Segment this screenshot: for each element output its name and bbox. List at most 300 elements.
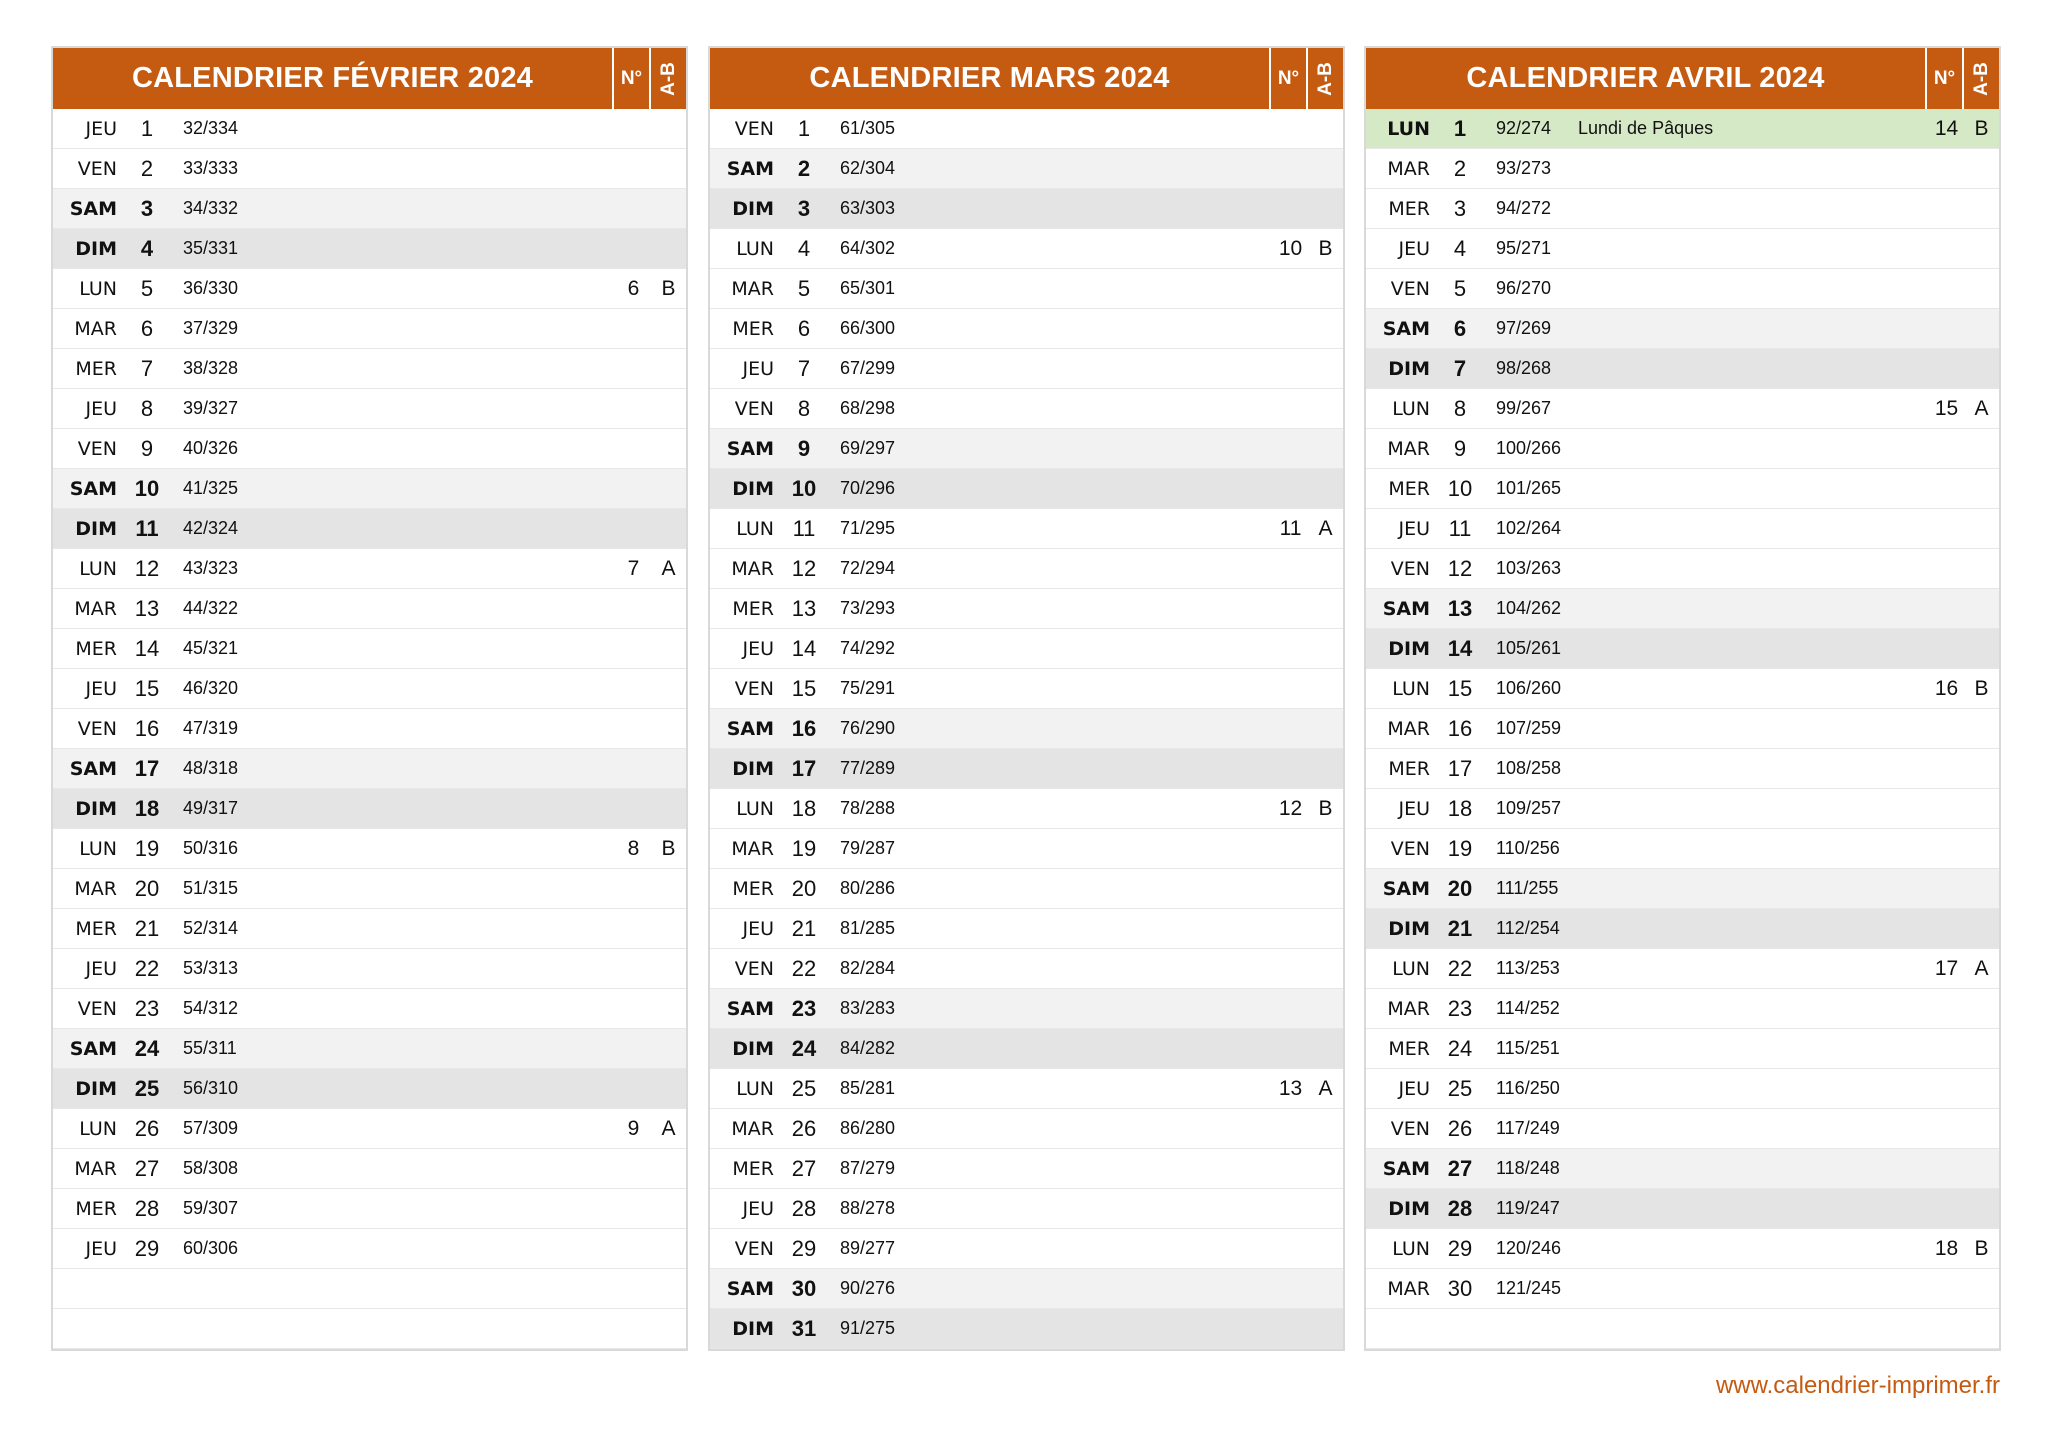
day-of-year: 93/273: [1496, 158, 1552, 178]
day-of-year: 103/263: [1496, 558, 1562, 578]
day-of-year: 67/299: [840, 358, 896, 378]
day-row: [710, 1229, 1343, 1269]
day-of-year: 86/280: [840, 1118, 896, 1138]
day-number: 22: [791, 955, 817, 981]
day-row: [1366, 869, 1999, 909]
ab-header-label: A-B: [1970, 61, 1992, 96]
ab-week: A: [1974, 956, 1989, 980]
weekday-label: MAR: [731, 837, 774, 860]
day-number: 24: [791, 1035, 817, 1061]
week-number: 16: [1934, 676, 1959, 700]
weekday-label: VEN: [77, 437, 117, 460]
holiday-note: Lundi de Pâques: [1578, 118, 1714, 138]
day-row: [53, 109, 686, 149]
week-number: 10: [1278, 236, 1303, 260]
day-of-year: 94/272: [1496, 198, 1552, 218]
day-row: [710, 789, 1343, 829]
weekday-label: MAR: [1387, 437, 1430, 460]
weekday-label: LUN: [79, 837, 117, 860]
day-row: [710, 869, 1343, 909]
day-of-year: 99/267: [1496, 398, 1552, 418]
day-of-year: 120/246: [1496, 1238, 1562, 1258]
day-row: [1366, 949, 1999, 989]
day-of-year: 119/247: [1496, 1198, 1560, 1218]
day-number: 4: [140, 235, 154, 261]
weekday-label: VEN: [734, 397, 774, 420]
day-row: [53, 269, 686, 309]
day-row: [53, 549, 686, 589]
day-number: 17: [134, 755, 160, 781]
day-row: [710, 1149, 1343, 1189]
weekday-label: DIM: [75, 237, 117, 260]
day-row: [710, 709, 1343, 749]
weekday-label: VEN: [734, 957, 774, 980]
day-of-year: 114/252: [1496, 998, 1560, 1018]
empty-row: [53, 1269, 686, 1309]
day-number: 21: [791, 915, 817, 941]
day-number: 21: [1447, 915, 1473, 941]
day-row: [53, 669, 686, 709]
weekday-label: SAM: [726, 717, 774, 740]
day-row: [1366, 389, 1999, 429]
day-of-year: 78/288: [840, 798, 896, 818]
day-of-year: 46/320: [183, 678, 239, 698]
weekday-label: VEN: [77, 997, 117, 1020]
weekday-label: LUN: [79, 277, 117, 300]
day-row: [710, 629, 1343, 669]
day-row: [53, 829, 686, 869]
day-of-year: 60/306: [183, 1238, 239, 1258]
weekday-label: JEU: [85, 1237, 117, 1260]
day-row: [53, 629, 686, 669]
day-row: [710, 309, 1343, 349]
day-of-year: 40/326: [183, 438, 239, 458]
day-number: 29: [791, 1235, 817, 1261]
day-of-year: 96/270: [1496, 278, 1552, 298]
day-row: [53, 909, 686, 949]
month-title: CALENDRIER MARS 2024: [809, 62, 1170, 94]
day-row: [710, 1309, 1343, 1349]
day-of-year: 101/265: [1496, 478, 1562, 498]
month-table-march: [708, 46, 1345, 1351]
day-row: [1366, 749, 1999, 789]
day-number: 4: [1453, 235, 1467, 261]
day-of-year: 79/287: [840, 838, 896, 858]
weekday-label: MER: [75, 917, 117, 940]
weekday-label: VEN: [77, 717, 117, 740]
day-number: 28: [791, 1195, 817, 1221]
day-number: 26: [1447, 1115, 1473, 1141]
day-row: [710, 1109, 1343, 1149]
day-of-year: 45/321: [183, 638, 239, 658]
day-number: 13: [134, 595, 160, 621]
day-number: 28: [1447, 1195, 1473, 1221]
month-title: CALENDRIER AVRIL 2024: [1466, 62, 1825, 94]
weekday-label: MER: [732, 1157, 774, 1180]
month-table-april: [1364, 46, 2001, 1351]
day-number: 2: [1453, 155, 1467, 181]
day-number: 10: [791, 475, 817, 501]
day-number: 2: [797, 155, 811, 181]
day-of-year: 62/304: [840, 158, 896, 178]
week-number: 8: [627, 836, 640, 860]
day-number: 15: [1447, 675, 1473, 701]
day-of-year: 84/282: [840, 1038, 896, 1058]
weekday-label: SAM: [69, 477, 117, 500]
weekday-label: VEN: [734, 677, 774, 700]
weekday-label: DIM: [732, 757, 774, 780]
day-number: 22: [1447, 955, 1473, 981]
day-number: 25: [791, 1075, 817, 1101]
weekday-label: JEU: [1398, 1077, 1430, 1100]
day-number: 31: [791, 1315, 817, 1341]
day-row: [710, 149, 1343, 189]
day-row: [53, 709, 686, 749]
day-of-year: 104/262: [1496, 598, 1562, 618]
day-row: [710, 669, 1343, 709]
weekday-label: LUN: [736, 237, 774, 260]
day-number: 30: [791, 1275, 817, 1301]
day-number: 3: [1453, 195, 1467, 221]
weekday-label: MAR: [1387, 1277, 1430, 1300]
empty-row: [1366, 1309, 1999, 1349]
day-of-year: 100/266: [1496, 438, 1562, 458]
day-number: 11: [1448, 515, 1472, 541]
day-number: 27: [791, 1155, 817, 1181]
day-of-year: 85/281: [840, 1078, 896, 1098]
day-of-year: 64/302: [840, 238, 896, 258]
day-number: 3: [140, 195, 154, 221]
day-row: [53, 949, 686, 989]
weekday-label: LUN: [79, 1117, 117, 1140]
day-number: 22: [134, 955, 160, 981]
day-number: 26: [791, 1115, 817, 1141]
day-of-year: 33/333: [183, 158, 239, 178]
day-number: 1: [1453, 115, 1467, 141]
weekday-label: SAM: [726, 997, 774, 1020]
month-table-february: [51, 46, 688, 1351]
day-number: 1: [140, 115, 154, 141]
day-of-year: 72/294: [840, 558, 896, 578]
day-row: [1366, 1029, 1999, 1069]
day-row: [53, 1109, 686, 1149]
weekday-label: MER: [1388, 757, 1430, 780]
weekday-label: DIM: [1388, 357, 1430, 380]
weekday-label: DIM: [732, 197, 774, 220]
day-row: [710, 589, 1343, 629]
day-of-year: 83/283: [840, 998, 896, 1018]
day-number: 23: [791, 995, 817, 1021]
day-of-year: 112/254: [1496, 918, 1560, 938]
weekday-label: JEU: [1398, 797, 1430, 820]
weekday-label: MER: [732, 597, 774, 620]
day-row: [1366, 549, 1999, 589]
day-number: 9: [140, 435, 154, 461]
day-row: [53, 1149, 686, 1189]
day-of-year: 91/275: [840, 1318, 896, 1338]
ab-week: B: [661, 276, 676, 300]
weekday-label: SAM: [1382, 597, 1430, 620]
day-number: 18: [1447, 795, 1473, 821]
ab-week: A: [661, 1116, 676, 1140]
day-of-year: 106/260: [1496, 678, 1562, 698]
day-row: [1366, 469, 1999, 509]
weekday-label: LUN: [1392, 1237, 1430, 1260]
day-of-year: 52/314: [183, 918, 239, 938]
day-of-year: 107/259: [1496, 718, 1562, 738]
weekday-label: LUN: [1392, 397, 1430, 420]
day-number: 26: [134, 1115, 160, 1141]
day-number: 9: [797, 435, 811, 461]
weekday-label: LUN: [736, 1077, 774, 1100]
day-row: [53, 989, 686, 1029]
day-of-year: 109/257: [1496, 798, 1562, 818]
weekday-label: MER: [75, 637, 117, 660]
day-of-year: 90/276: [840, 1278, 896, 1298]
week-number: 9: [627, 1116, 640, 1140]
day-number: 17: [791, 755, 817, 781]
day-row: [710, 989, 1343, 1029]
day-of-year: 98/268: [1496, 358, 1552, 378]
weekday-label: MAR: [731, 557, 774, 580]
day-row: [1366, 349, 1999, 389]
day-row: [53, 1029, 686, 1069]
week-number: 6: [627, 276, 640, 300]
day-row: [1366, 909, 1999, 949]
week-number: 7: [627, 556, 640, 580]
day-of-year: 68/298: [840, 398, 896, 418]
day-of-year: 69/297: [840, 438, 896, 458]
day-number: 7: [140, 355, 154, 381]
week-number: 13: [1278, 1076, 1303, 1100]
day-number: 18: [134, 795, 160, 821]
day-row: [710, 429, 1343, 469]
day-row: [1366, 429, 1999, 469]
day-of-year: 71/295: [840, 518, 896, 538]
ab-week: A: [661, 556, 676, 580]
day-of-year: 66/300: [840, 318, 896, 338]
day-number: 8: [140, 395, 154, 421]
weekday-label: JEU: [742, 917, 774, 940]
day-of-year: 42/324: [183, 518, 239, 538]
day-row: [1366, 1269, 1999, 1309]
week-number-header: N°: [612, 48, 649, 109]
day-of-year: 39/327: [183, 398, 239, 418]
day-row: [1366, 189, 1999, 229]
weekday-label: MAR: [731, 1117, 774, 1140]
day-of-year: 34/332: [183, 198, 239, 218]
day-number: 19: [1447, 835, 1473, 861]
day-number: 12: [1447, 555, 1473, 581]
day-number: 25: [134, 1075, 160, 1101]
ab-header: [1306, 48, 1343, 109]
day-of-year: 80/286: [840, 878, 896, 898]
day-number: 28: [134, 1195, 160, 1221]
day-of-year: 102/264: [1496, 518, 1562, 538]
weekday-label: LUN: [736, 797, 774, 820]
week-number: 11: [1279, 516, 1302, 540]
day-row: [1366, 1189, 1999, 1229]
day-row: [710, 509, 1343, 549]
day-of-year: 38/328: [183, 358, 239, 378]
day-number: 7: [1453, 355, 1467, 381]
weekday-label: DIM: [1388, 917, 1430, 940]
day-row: [710, 189, 1343, 229]
day-row: [53, 869, 686, 909]
day-row: [1366, 149, 1999, 189]
day-row: [710, 1069, 1343, 1109]
day-row: [53, 749, 686, 789]
weekday-label: JEU: [742, 1197, 774, 1220]
weekday-label: JEU: [85, 397, 117, 420]
day-number: 27: [1447, 1155, 1473, 1181]
day-number: 13: [1447, 595, 1473, 621]
weekday-label: LUN: [1392, 957, 1430, 980]
day-row: [53, 429, 686, 469]
ab-week: A: [1974, 396, 1989, 420]
day-number: 5: [797, 275, 811, 301]
day-of-year: 59/307: [183, 1198, 239, 1218]
day-row: [53, 349, 686, 389]
weekday-label: VEN: [734, 1237, 774, 1260]
day-row: [1366, 309, 1999, 349]
day-number: 11: [792, 515, 816, 541]
weekday-label: MAR: [1387, 717, 1430, 740]
day-row: [1366, 269, 1999, 309]
day-of-year: 65/301: [840, 278, 896, 298]
day-of-year: 108/258: [1496, 758, 1562, 778]
day-of-year: 43/323: [183, 558, 239, 578]
footer-url[interactable]: www.calendrier-imprimer.fr: [1715, 1372, 2000, 1399]
weekday-label: VEN: [1390, 277, 1430, 300]
month-header: [710, 48, 1343, 109]
day-of-year: 57/309: [183, 1118, 239, 1138]
day-row: [1366, 829, 1999, 869]
day-row: [53, 789, 686, 829]
day-number: 10: [1447, 475, 1473, 501]
weekday-label: JEU: [85, 957, 117, 980]
day-number: 21: [134, 915, 160, 941]
ab-header: [1962, 48, 1999, 109]
ab-header-label: A-B: [1314, 61, 1336, 96]
day-row: [710, 949, 1343, 989]
day-number: 17: [1447, 755, 1473, 781]
day-row: [53, 1069, 686, 1109]
week-number: 14: [1934, 116, 1959, 140]
weekday-label: SAM: [726, 157, 774, 180]
day-row: [710, 269, 1343, 309]
week-number-header: N°: [1925, 48, 1962, 109]
day-number: 19: [134, 835, 160, 861]
day-row: [710, 109, 1343, 149]
month-title: CALENDRIER FÉVRIER 2024: [131, 62, 534, 94]
weekday-label: DIM: [732, 1317, 774, 1340]
day-row: [53, 149, 686, 189]
day-of-year: 95/271: [1496, 238, 1552, 258]
day-number: 6: [797, 315, 811, 341]
week-number: 12: [1278, 796, 1303, 820]
day-number: 8: [797, 395, 811, 421]
day-row: [1366, 1109, 1999, 1149]
weekday-label: LUN: [1392, 677, 1430, 700]
day-of-year: 87/279: [840, 1158, 896, 1178]
weekday-label: JEU: [1398, 517, 1430, 540]
day-row: [53, 389, 686, 429]
day-row: [710, 1269, 1343, 1309]
day-row: [710, 909, 1343, 949]
day-rows: [710, 109, 1343, 1349]
day-number: 16: [1447, 715, 1473, 741]
ab-header: [649, 48, 686, 109]
day-of-year: 61/305: [840, 118, 896, 138]
day-number: 1: [797, 115, 811, 141]
day-number: 12: [134, 555, 160, 581]
weekday-label: SAM: [69, 757, 117, 780]
day-row: [710, 749, 1343, 789]
weekday-label: LUN: [736, 517, 774, 540]
weekday-label: DIM: [75, 1077, 117, 1100]
day-row: [1366, 509, 1999, 549]
weekday-label: JEU: [742, 637, 774, 660]
day-row: [1366, 1069, 1999, 1109]
day-number: 4: [797, 235, 811, 261]
day-of-year: 73/293: [840, 598, 896, 618]
month-header: [53, 48, 686, 109]
day-row: [710, 349, 1343, 389]
ab-week: B: [1974, 676, 1989, 700]
weekday-label: MAR: [1387, 157, 1430, 180]
day-row: [710, 1189, 1343, 1229]
day-number: 6: [1453, 315, 1467, 341]
day-number: 30: [1447, 1275, 1473, 1301]
day-row: [53, 1229, 686, 1269]
weekday-label: DIM: [732, 1037, 774, 1060]
day-row: [1366, 1149, 1999, 1189]
day-of-year: 55/311: [183, 1038, 237, 1058]
weekday-label: MER: [1388, 477, 1430, 500]
day-of-year: 53/313: [183, 958, 239, 978]
weekday-label: SAM: [1382, 317, 1430, 340]
day-of-year: 111/255: [1496, 878, 1559, 898]
day-of-year: 77/289: [840, 758, 896, 778]
day-number: 25: [1447, 1075, 1473, 1101]
ab-week: B: [661, 836, 676, 860]
day-row: [710, 829, 1343, 869]
ab-week: B: [1318, 236, 1333, 260]
day-row: [53, 509, 686, 549]
day-number: 29: [1447, 1235, 1473, 1261]
day-of-year: 118/248: [1496, 1158, 1560, 1178]
day-number: 23: [134, 995, 160, 1021]
day-number: 5: [1453, 275, 1467, 301]
empty-row: [53, 1309, 686, 1349]
week-number: 17: [1934, 956, 1959, 980]
day-row: [710, 389, 1343, 429]
day-number: 16: [134, 715, 160, 741]
weekday-label: JEU: [742, 357, 774, 380]
weekday-label: MAR: [731, 277, 774, 300]
weekday-label: LUN: [1387, 117, 1430, 140]
day-number: 11: [135, 515, 159, 541]
weekday-label: DIM: [1388, 637, 1430, 660]
day-number: 15: [791, 675, 817, 701]
weekday-label: MAR: [74, 597, 117, 620]
day-number: 5: [140, 275, 154, 301]
ab-week: B: [1974, 116, 1989, 140]
day-number: 14: [791, 635, 817, 661]
day-of-year: 54/312: [183, 998, 239, 1018]
weekday-label: VEN: [1390, 1117, 1430, 1140]
